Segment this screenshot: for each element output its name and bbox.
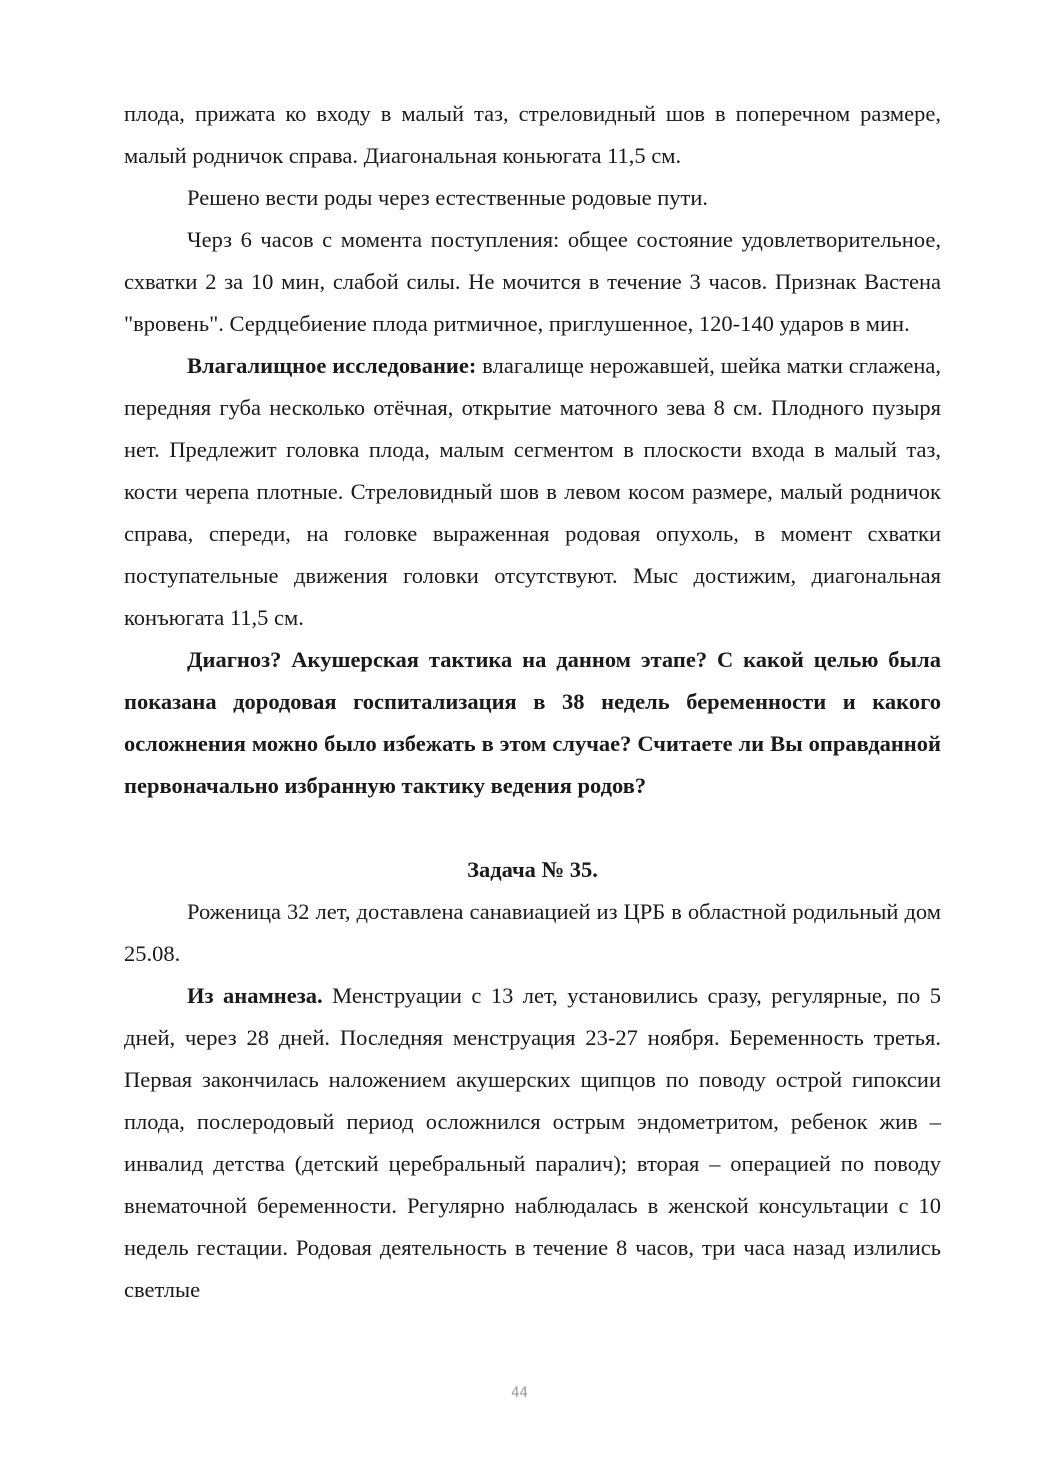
page-number: 44 — [511, 1385, 528, 1401]
paragraph-decision: Решено вести роды через естественные родовые пути. — [187, 185, 709, 210]
document-page — [124, 93, 941, 1311]
paragraph-vaginal-exam — [124, 345, 941, 639]
vaginal-exam-text: влагалище нерожавшей, шейка матки сглажена, передняя губа несколько отёчная, открытие маточного зева 8 см. Плодного пузыря нет. Предлежит головка плода, малым сегментом в плоскости входа в малый таз, кости черепа плотные. Стреловидный шов в левом косом размере, малый родничок справа, спереди, на головке выраженная родовая опухоль, в момент схватки поступательные движения головки отсутствуют. Мыс достижим, диагональная конъюгата 11,5 см. — [124, 353, 941, 630]
paragraph-patient-intro: Роженица 32 лет, доставлена санавиацией из ЦРБ в областной родильный дом 25.08. — [124, 899, 941, 966]
anamnesis-label: Из анамнеза. — [187, 983, 323, 1008]
anamnesis-text: Менструации с 13 лет, установились сразу, регулярные, по 5 дней, через 28 дней. Последняя менструация 23-27 ноября. Беременность третья. Первая закончилась наложением акушерских щипцов по поводу острой гипоксии плода, послеродовый период осложнился острым эндометритом, ребенок жив – инвалид детства (детский церебральный паралич); вторая – операцией по поводу внематочной беременности. Регулярно наблюдалась в женской консультации с 10 недель гестации. Родовая деятельность в течение 8 часов, три часа назад излились светлые — [124, 983, 941, 1302]
paragraph-exam-continuation: плода, прижата ко входу в малый таз, стреловидный шов в поперечном размере, малый родничок справа. Диагональная коньюгата 11,5 см. — [124, 101, 941, 168]
vaginal-exam-label: Влагалищное исследование: — [187, 353, 477, 378]
paragraph-status-6h: Черз 6 часов с момента поступления: общее состояние удовлетворительное, схватки 2 за 10 мин, слабой силы. Не мочится в течение 3 часов. Признак Вастена "вровень". Сердцебиение плода ритмичное, приглушенное, 120-140 ударов в мин. — [124, 227, 941, 336]
paragraph-anamnesis — [124, 975, 941, 1311]
task-heading: Задача № 35. — [467, 857, 598, 882]
paragraph-questions: Диагноз? Акушерская тактика на данном этапе? С какой целью была показана дородовая госпитализация в 38 недель беременности и какого осложнения можно было избежать в этом случае? Считаете ли Вы оправданной первоначально избранную тактику ведения родов? — [124, 647, 941, 798]
